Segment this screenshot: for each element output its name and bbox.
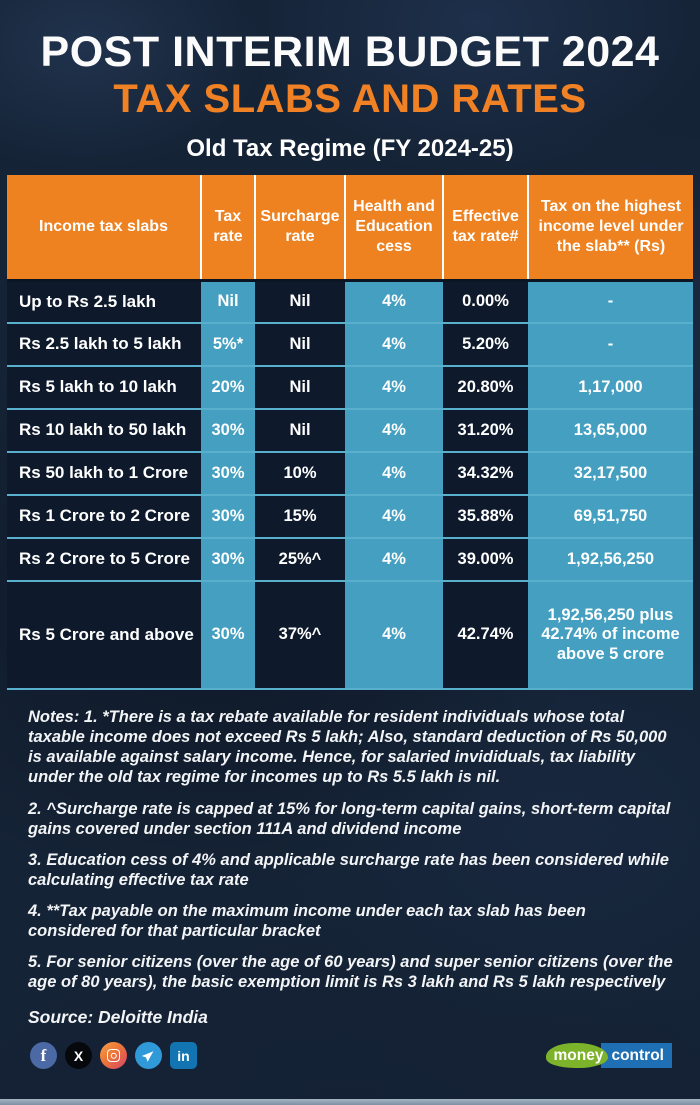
logo-money: money [546,1043,609,1068]
cell-tax-rate: 30% [201,495,255,538]
table-row [7,323,693,366]
note-4: 4. **Tax payable on the maximum income under each tax slab has been considered for that particular bracket [28,902,586,941]
cell-surcharge: Nil [255,409,345,452]
logo-control: control [601,1043,672,1068]
table-row [7,538,693,581]
cell-surcharge: Nil [255,366,345,409]
col-header-surcharge-rate: Surcharge rate [255,175,345,280]
cell-highest-tax: 13,65,000 [528,409,693,452]
cell-highest-tax: 32,17,500 [528,452,693,495]
cell-surcharge: 15% [255,495,345,538]
cell-cess: 4% [345,452,443,495]
cell-slab: Rs 2.5 lakh to 5 lakh [7,323,201,366]
cell-slab: Rs 50 lakh to 1 Crore [7,452,201,495]
col-header-cess: Health and Education cess [345,175,443,280]
cell-effective-rate: 39.00% [443,538,528,581]
cell-tax-rate: 20% [201,366,255,409]
cell-surcharge: 10% [255,452,345,495]
cell-tax-rate: 5%* [201,323,255,366]
source-credit: Source: Deloitte India [28,1006,208,1027]
note-1: Notes: 1. *There is a tax rebate available for resident individuals whose total taxable income does not exceed Rs 5 lakh; Also, standard deduction of Rs 50,000 is available against salary income. Hence, for salaried invididuals, tax liability under the old tax regime for incomes up to Rs 5.5 lakh is nil. [28,708,667,787]
title-line-1: POST INTERIM BUDGET 2024 [40,28,660,76]
cell-tax-rate: Nil [201,280,255,323]
poster-header [0,0,700,163]
cell-cess: 4% [345,280,443,323]
cell-effective-rate: 0.00% [443,280,528,323]
cell-effective-rate: 20.80% [443,366,528,409]
instagram-icon[interactable] [100,1042,127,1069]
table-row [7,366,693,409]
cell-cess: 4% [345,538,443,581]
cell-effective-rate: 42.74% [443,581,528,689]
cell-cess: 4% [345,323,443,366]
tax-slabs-table [7,175,693,690]
cell-effective-rate: 5.20% [443,323,528,366]
cell-cess: 4% [345,409,443,452]
telegram-icon[interactable] [135,1042,162,1069]
title-line-2: TAX SLABS AND RATES [113,77,587,121]
cell-highest-tax: 1,17,000 [528,366,693,409]
cell-surcharge: Nil [255,280,345,323]
cell-surcharge: Nil [255,323,345,366]
table-row [7,452,693,495]
table-row [7,495,693,538]
paper-plane-glyph [140,1049,155,1064]
cell-tax-rate: 30% [201,409,255,452]
regime-subtitle: Old Tax Regime (FY 2024-25) [186,135,514,162]
cell-slab: Rs 10 lakh to 50 lakh [7,409,201,452]
cell-slab: Up to Rs 2.5 lakh [7,280,201,323]
cell-cess: 4% [345,366,443,409]
note-2: 2. ^Surcharge rate is capped at 15% for long-term capital gains, short-term capital gains covered under section 111A and dividend income [28,799,671,838]
notes [28,707,676,993]
table-row [7,409,693,452]
cell-cess: 4% [345,495,443,538]
note-5: 5. For senior citizens (over the age of 60 years) and super senior citizens (over the age of 80 years), the basic exemption limit is Rs 3 lakh and Rs 5 lakh respectively [28,953,673,992]
cell-highest-tax: 1,92,56,250 [528,538,693,581]
cell-cess: 4% [345,581,443,689]
cell-slab: Rs 2 Crore to 5 Crore [7,538,201,581]
x-icon[interactable]: X [65,1042,92,1069]
social-icons [30,1042,197,1069]
cell-tax-rate: 30% [201,581,255,689]
cell-highest-tax: - [528,323,693,366]
camera-glyph [107,1049,120,1062]
note-3: 3. Education cess of 4% and applicable surcharge rate has been considered while calculating effective tax rate [28,850,669,889]
cell-highest-tax: 69,51,750 [528,495,693,538]
cell-slab: Rs 1 Crore to 2 Crore [7,495,201,538]
table-row [7,581,693,689]
cell-effective-rate: 34.32% [443,452,528,495]
cell-effective-rate: 31.20% [443,409,528,452]
col-header-effective-tax-rate: Effective tax rate# [443,175,528,280]
cell-highest-tax: - [528,280,693,323]
table-row [7,280,693,323]
bottom-edge-strip [0,1099,700,1105]
cell-tax-rate: 30% [201,538,255,581]
cell-tax-rate: 30% [201,452,255,495]
cell-surcharge: 37%^ [255,581,345,689]
col-header-tax-on-highest-income: Tax on the highest income level under the slab** (Rs) [528,175,693,280]
linkedin-icon[interactable]: in [170,1042,197,1069]
cell-slab: Rs 5 lakh to 10 lakh [7,366,201,409]
cell-effective-rate: 35.88% [443,495,528,538]
cell-surcharge: 25%^ [255,538,345,581]
cell-highest-tax: 1,92,56,250 plus 42.74% of income above 5 crore [528,581,693,689]
col-header-tax-rate: Tax rate [201,175,255,280]
moneycontrol-logo [546,1043,673,1068]
table-header-row [7,175,693,280]
facebook-icon[interactable]: f [30,1042,57,1069]
cell-slab: Rs 5 Crore and above [7,581,201,689]
col-header-income-tax-slabs: Income tax slabs [7,175,201,280]
